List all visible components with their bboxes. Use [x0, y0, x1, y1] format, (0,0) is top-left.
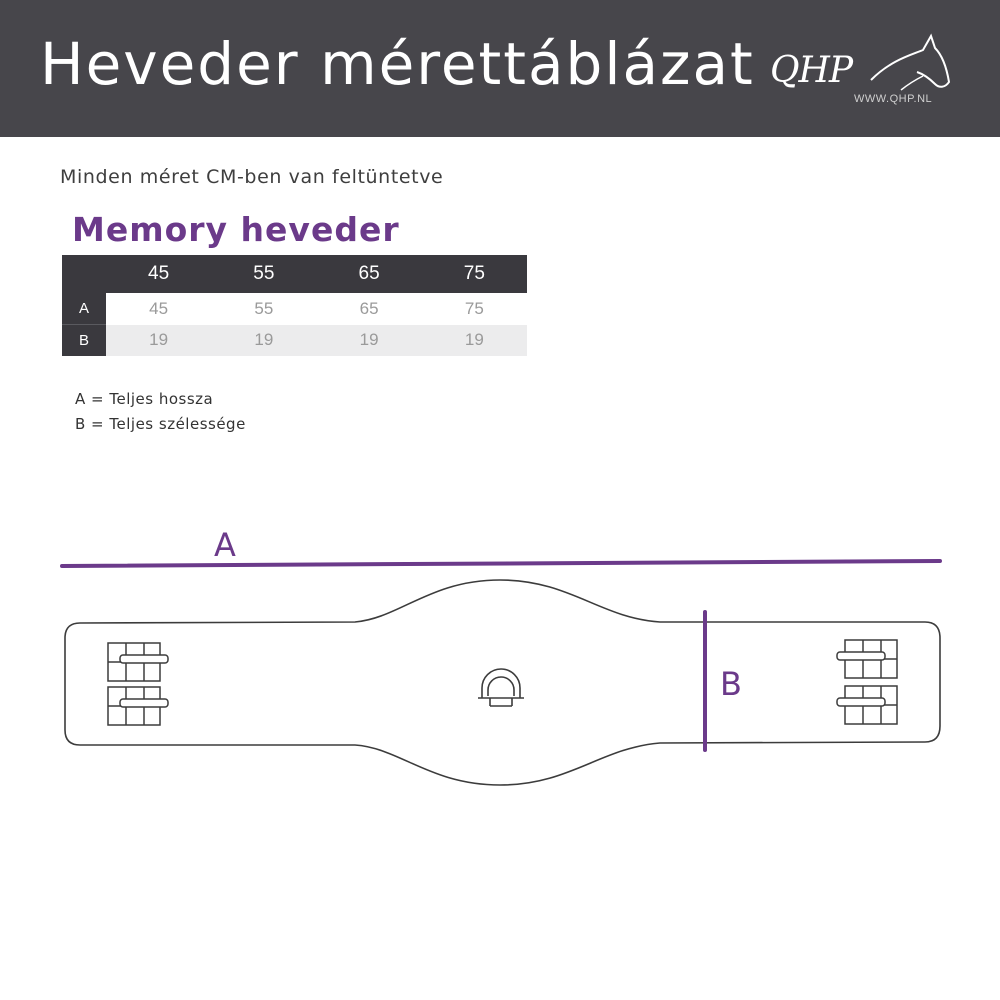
qhp-logo — [766, 30, 951, 112]
horse-head-icon — [861, 30, 951, 100]
table-cell: 55 — [211, 293, 316, 325]
row-label: A — [62, 293, 106, 325]
row-label: B — [62, 325, 106, 357]
logo-text: QHP — [770, 50, 853, 91]
table-cell: 45 — [106, 293, 211, 325]
table-row — [62, 325, 527, 357]
table-cell: 19 — [317, 325, 422, 357]
legend-a: A = Teljes hossza — [75, 390, 214, 408]
column-header: 45 — [106, 255, 211, 293]
table-cell: 75 — [422, 293, 527, 325]
header-banner — [0, 0, 1000, 137]
table-cell: 19 — [211, 325, 316, 357]
page-title: Heveder mérettáblázat — [40, 30, 755, 98]
units-note: Minden méret CM-ben van feltüntetve — [60, 166, 444, 188]
girth-diagram — [0, 500, 1000, 820]
column-header: 65 — [317, 255, 422, 293]
dimension-a-label: A — [214, 526, 236, 564]
table-corner-cell — [62, 255, 106, 293]
girth-outline — [65, 580, 940, 785]
table-header-row — [62, 255, 527, 293]
table-cell: 65 — [317, 293, 422, 325]
legend-b: B = Teljes szélessége — [75, 415, 246, 433]
logo-url: WWW.QHP.NL — [854, 93, 933, 105]
size-table — [62, 255, 527, 356]
product-title: Memory heveder — [72, 210, 400, 249]
table-cell: 19 — [422, 325, 527, 357]
dimension-a-line — [62, 561, 940, 566]
column-header: 75 — [422, 255, 527, 293]
dimension-b-label: B — [720, 665, 742, 703]
column-header: 55 — [211, 255, 316, 293]
table-cell: 19 — [106, 325, 211, 357]
table-row — [62, 293, 527, 325]
